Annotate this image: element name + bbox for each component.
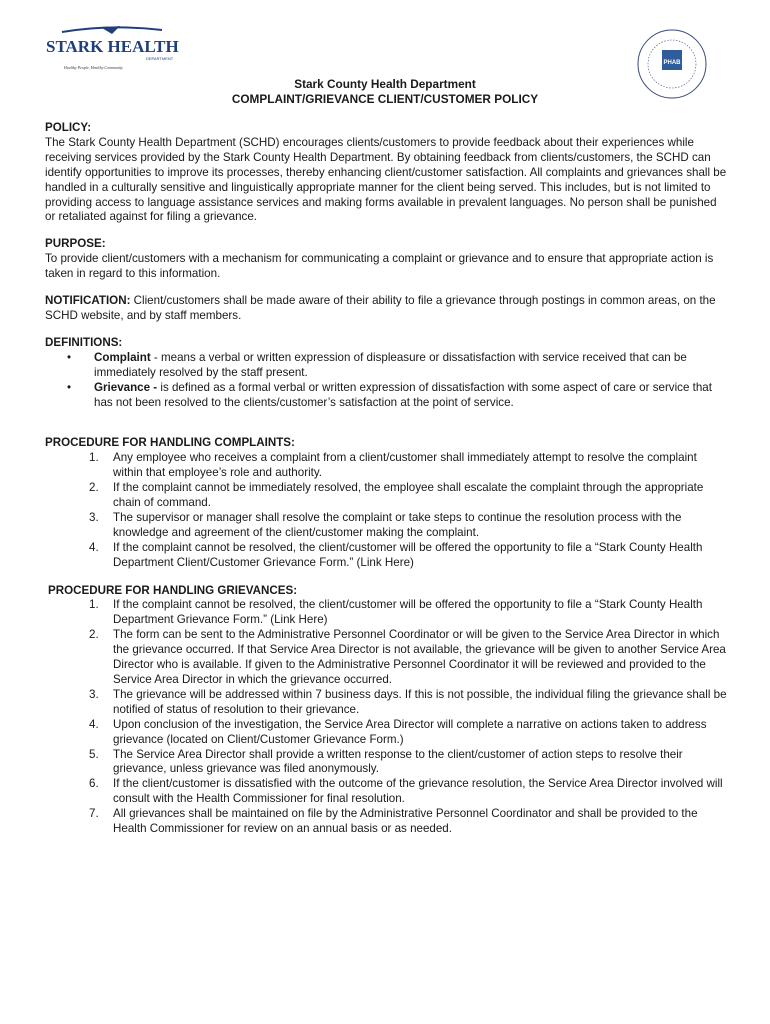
item-text: The Service Area Director shall provide a written response to the client/customer of action steps to resolve their grievance, unless grievance was filed anonymously. bbox=[113, 747, 683, 776]
list-item bbox=[45, 511, 727, 541]
policy-section bbox=[45, 121, 727, 225]
definition-term: Complaint bbox=[94, 350, 151, 364]
definition-term: Grievance - bbox=[94, 380, 158, 394]
stark-health-logo bbox=[42, 26, 192, 74]
notification-heading: NOTIFICATION: bbox=[45, 294, 131, 308]
item-text: All grievances shall be maintained on file by the Administrative Personnel Coordinator and shall be provided to the Health Commissioner for review on an annual basis or as needed. bbox=[113, 807, 698, 836]
notification-text: Client/customers shall be made aware of their ability to file a grievance through postings in common areas, on the SCHD website, and by staff members. bbox=[45, 294, 716, 322]
definition-item bbox=[67, 351, 727, 381]
item-number: 5. bbox=[89, 747, 99, 761]
item-number: 4. bbox=[89, 717, 99, 731]
definitions-heading: DEFINITIONS: bbox=[45, 335, 123, 349]
list-item bbox=[45, 777, 727, 807]
item-number: 7. bbox=[89, 807, 99, 821]
item-number: 6. bbox=[89, 777, 99, 791]
list-item bbox=[45, 628, 727, 688]
policy-text: The Stark County Health Department (SCHD) encourages clients/customers to provide feedback about their experiences while receiving services provided by the Stark County Health Department. By obtaining feedback from clients/customers, the SCHD can identify opportunities to improve its processes, thereby enhancing client/customer satisfaction. All complaints and grievances shall be handled in a culturally sensitive and linguistically appropriate manner for the client being served. This includes, but is not limited to providing access to language assistance services and making forms available in prevalent languages. No person shall be punished or retaliated against for filing a grievance. bbox=[45, 135, 727, 224]
item-text: If the complaint cannot be resolved, the client/customer will be offered the opportunity to file a “Stark County Health Department Client/Customer Grievance Form.” (Link Here) bbox=[113, 540, 703, 569]
purpose-heading: PURPOSE: bbox=[45, 237, 106, 251]
policy-heading: POLICY: bbox=[45, 121, 92, 134]
item-number: 4. bbox=[89, 540, 99, 554]
item-number: 3. bbox=[89, 510, 99, 524]
item-number: 1. bbox=[89, 451, 99, 465]
item-text: Upon conclusion of the investigation, the Service Area Director will complete a narrative on actions taken to address grievance (located on Client/Customer Grievance Form.) bbox=[113, 717, 707, 746]
item-number: 1. bbox=[89, 598, 99, 612]
item-text: The form can be sent to the Administrative Personnel Coordinator or will be given to the Service Area Director in which the grievance occurred. If that Service Area Director is not available, the grievance will be given to another Service Area Director who is available. If given to the Administrative Personnel Coordinator it will be reviewed and provided to the Service Area Director in which the grievance occurred. bbox=[113, 628, 726, 686]
list-item bbox=[45, 541, 727, 571]
grievances-heading: PROCEDURE FOR HANDLING GRIEVANCES: bbox=[48, 583, 298, 597]
list-item bbox=[45, 748, 727, 778]
complaints-heading: PROCEDURE FOR HANDLING COMPLAINTS: bbox=[45, 436, 295, 450]
item-number: 2. bbox=[89, 628, 99, 642]
definition-item bbox=[67, 381, 727, 411]
document-title: Stark County Health Department bbox=[294, 77, 476, 91]
item-text: The grievance will be addressed within 7 business days. If this is not possible, the individual filing the grievance shall be notified of status of resolution to their grievance. bbox=[113, 687, 727, 716]
item-number: 2. bbox=[89, 481, 99, 495]
purpose-section bbox=[45, 237, 727, 282]
list-item bbox=[45, 718, 727, 748]
definitions-section bbox=[45, 336, 727, 411]
logo-tagline: Healthy People, Healthy Community bbox=[64, 65, 123, 70]
notification-section bbox=[45, 294, 727, 324]
document-subtitle: COMPLAINT/GRIEVANCE CLIENT/CUSTOMER POLICY bbox=[231, 92, 539, 106]
item-text: If the client/customer is dissatisfied with the outcome of the grievance resolution, the Service Area Director involved will consult with the Health Commissioner for final resolution. bbox=[113, 777, 723, 806]
logo-sub-text: DEPARTMENT bbox=[146, 56, 174, 61]
list-item bbox=[45, 598, 727, 628]
item-text: Any employee who receives a complaint from a client/customer shall immediately attempt to resolve the complaint within that employee’s role and authority. bbox=[113, 451, 697, 480]
item-text: The supervisor or manager shall resolve the complaint or take steps to continue the resolution process with the knowledge and agreement of the client/customer making the complaint. bbox=[113, 510, 682, 539]
list-item bbox=[45, 688, 727, 718]
item-text: If the complaint cannot be resolved, the client/customer will be offered the opportunity to file a “Stark County Health Department Grievance Form.” (Link Here) bbox=[113, 598, 703, 627]
grievances-section bbox=[45, 584, 727, 837]
policy-body bbox=[45, 121, 727, 837]
purpose-text: To provide client/customers with a mechanism for communicating a complaint or grievance and to ensure that appropriate action is taken in regard to this information. bbox=[45, 252, 714, 281]
list-item bbox=[45, 807, 727, 837]
complaints-section bbox=[45, 436, 727, 570]
seal-text: PHAB bbox=[663, 60, 681, 66]
item-text: If the complaint cannot be immediately resolved, the employee shall escalate the complaint through the appropriate chain of command. bbox=[113, 481, 704, 510]
logo-brand-text: STARK HEALTH bbox=[46, 37, 179, 56]
definition-text: is defined as a formal verbal or written expression of dissatisfaction with some aspect of care or service that has not been resolved to the clients/customer’s satisfaction at the point of service. bbox=[94, 380, 712, 409]
item-number: 3. bbox=[89, 687, 99, 701]
definition-text: - means a verbal or written expression of displeasure or dissatisfaction with service received that can be immediately resolved by the staff present. bbox=[94, 350, 687, 379]
list-item bbox=[45, 451, 727, 481]
list-item bbox=[45, 481, 727, 511]
